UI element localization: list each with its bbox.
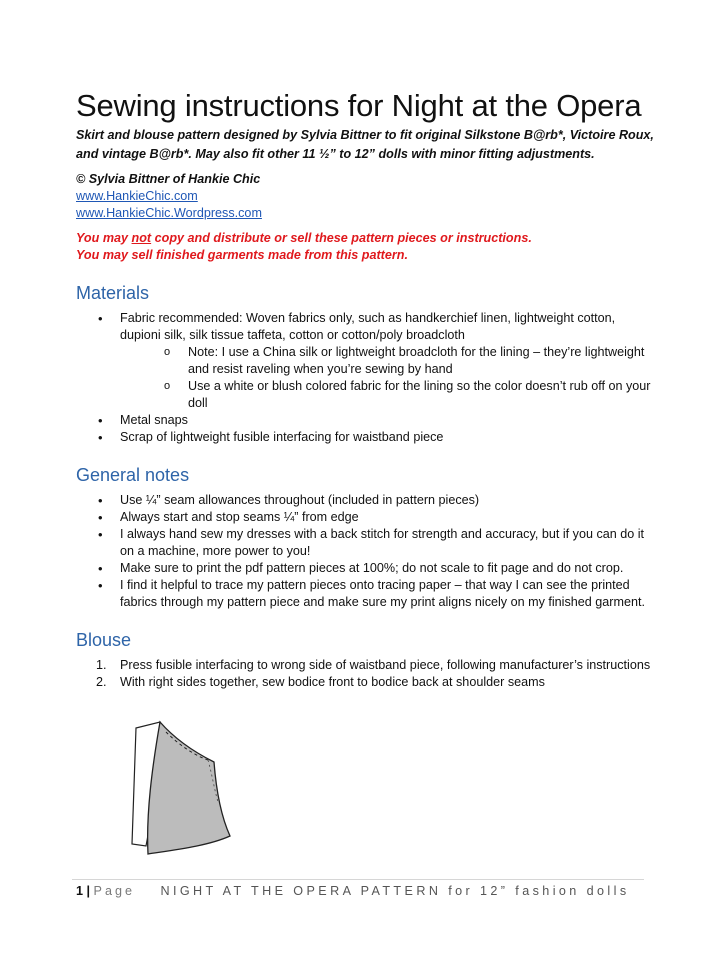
heading-blouse: Blouse: [76, 630, 132, 650]
blouse-steps: [76, 657, 656, 691]
list-item: • I find it helpful to trace my pattern pieces onto tracing paper – that way I can see the printed fabrics through my pattern piece and make sure my print aligns nicely on my finished garment.: [76, 577, 656, 611]
footer-title: NIGHT AT THE OPERA PATTERN for 12” fashion dolls: [160, 884, 630, 898]
general-notes-list: [76, 492, 656, 611]
link-hankiechic-wordpress[interactable]: www.HankieChic.Wordpress.com: [76, 206, 262, 220]
list-item: • Make sure to print the pdf pattern pieces at 100%; do not scale to fit page and do not crop.: [76, 560, 656, 577]
warning-line-1: You may not copy and distribute or sell these pattern pieces or instructions.: [76, 231, 532, 245]
heading-general-notes: General notes: [76, 465, 190, 485]
footer-separator: |: [86, 884, 91, 898]
materials-list: [76, 310, 656, 446]
page-footer: [76, 884, 630, 898]
bodice-sketch-figure: [122, 718, 252, 866]
list-item: • I always hand sew my dresses with a back stitch for strength and accuracy, but if you can do it on a machine, more power to you!: [76, 526, 656, 560]
page-label: Page: [93, 884, 135, 898]
list-item: 1. Press fusible interfacing to wrong side of waistband piece, following manufacturer’s instructions: [96, 658, 651, 672]
list-item: • Use ¼” seam allowances throughout (included in pattern pieces): [76, 492, 656, 509]
document-subtitle: Skirt and blouse pattern designed by Sylvia Bittner to fit original Silkstone B@rb*, Victoire Roux, and vintage B@rb*. May also fit other 11 ½” to 12” dolls with minor fitting adjustments.: [76, 128, 654, 161]
document-title: Sewing instructions for Night at the Opera: [76, 88, 642, 123]
materials-sublist: [120, 344, 656, 412]
warning-not-emphasis: not: [131, 231, 152, 245]
list-item: • Always start and stop seams ¼” from edge: [76, 509, 656, 526]
author-credit: © Sylvia Bittner of Hankie Chic: [76, 172, 261, 186]
bodice-front-piece: [148, 722, 230, 854]
list-item: • Metal snaps: [76, 412, 656, 429]
warning-line-2: You may sell finished garments made from this pattern.: [76, 248, 408, 262]
list-item: • Scrap of lightweight fusible interfacing for waistband piece: [76, 429, 656, 446]
list-item: • Fabric recommended: Woven fabrics only, such as handkerchief linen, lightweight cotton, dupioni silk, silk tissue taffeta, cotton or cotton/poly broadcloth o Note: I use a China silk or lightweight broadcloth for the lining – they’re lightweight and resist raveling when you’re sewing by hand o Use a white or blush colored fabric for the lining so the color doesn’t rub off on your doll: [76, 310, 656, 412]
heading-materials: Materials: [76, 283, 150, 303]
document-page: [76, 88, 656, 691]
list-item: o Note: I use a China silk or lightweight broadcloth for the lining – they’re lightweight and resist raveling when you’re sewing by hand: [144, 344, 656, 378]
page-number: 1: [76, 884, 84, 898]
copyright-warning: [76, 230, 656, 264]
footer-divider: [72, 879, 644, 880]
list-item: 2. With right sides together, sew bodice front to bodice back at shoulder seams: [96, 675, 545, 689]
link-hankiechic[interactable]: www.HankieChic.com: [76, 189, 198, 203]
list-item: o Use a white or blush colored fabric for the lining so the color doesn’t rub off on your doll: [144, 378, 656, 412]
